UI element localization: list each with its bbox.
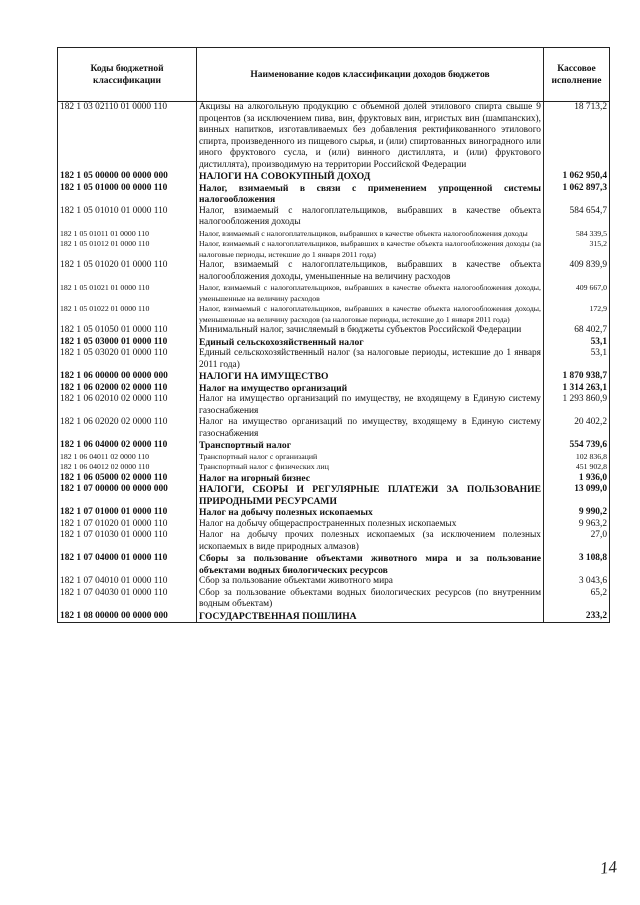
name-cell: Налог, взимаемый с налогоплательщиков, выбравших в качестве объекта налогообложения доходы, уменьшенные на величину расходов bbox=[197, 283, 544, 304]
table-row bbox=[58, 183, 610, 206]
amount-cell: 3 043,6 bbox=[544, 576, 610, 588]
name-cell: Единый сельскохозяйственный налог (за налоговые периоды, истекшие до 1 января 2011 года) bbox=[197, 348, 544, 371]
amount-cell: 584 339,5 bbox=[544, 229, 610, 240]
name-cell: НАЛОГИ, СБОРЫ И РЕГУЛЯРНЫЕ ПЛАТЕЖИ ЗА ПОЛЬЗОВАНИЕ ПРИРОДНЫМИ РЕСУРСАМИ bbox=[197, 484, 544, 507]
table-row bbox=[58, 325, 610, 337]
name-cell: Налог на имущество организаций по имуществу, входящему в Единую систему газоснабжения bbox=[197, 417, 544, 440]
amount-cell: 53,1 bbox=[544, 348, 610, 371]
name-cell: Налог, взимаемый с налогоплательщиков, выбравших в качестве объекта налогообложения доходы bbox=[197, 206, 544, 229]
code-cell: 182 1 05 01021 01 0000 110 bbox=[58, 283, 197, 304]
amount-cell: 3 108,8 bbox=[544, 553, 610, 576]
code-cell: 182 1 05 01010 01 0000 110 bbox=[58, 206, 197, 229]
amount-cell: 1 936,0 bbox=[544, 473, 610, 485]
table-row bbox=[58, 371, 610, 383]
amount-cell: 68 402,7 bbox=[544, 325, 610, 337]
amount-cell: 20 402,2 bbox=[544, 417, 610, 440]
amount-cell: 1 293 860,9 bbox=[544, 394, 610, 417]
header-amount: Кассовое исполнение bbox=[544, 48, 610, 102]
name-cell: Транспортный налог bbox=[197, 440, 544, 452]
table-row bbox=[58, 588, 610, 611]
code-cell: 182 1 05 01012 01 0000 110 bbox=[58, 239, 197, 260]
name-cell: Сборы за пользование объектами животного мира и за пользование объектами водных биологических ресурсов bbox=[197, 553, 544, 576]
table-row bbox=[58, 576, 610, 588]
amount-cell: 233,2 bbox=[544, 611, 610, 623]
code-cell: 182 1 05 03020 01 0000 110 bbox=[58, 348, 197, 371]
amount-cell: 53,1 bbox=[544, 337, 610, 349]
table-row bbox=[58, 171, 610, 183]
code-cell: 182 1 07 04030 01 0000 110 bbox=[58, 588, 197, 611]
name-cell: ГОСУДАРСТВЕННАЯ ПОШЛИНА bbox=[197, 611, 544, 623]
header-code: Коды бюджетной классификации bbox=[58, 48, 197, 102]
table-row bbox=[58, 260, 610, 283]
table-row bbox=[58, 102, 610, 172]
table-header-row bbox=[58, 48, 610, 102]
name-cell: Налог на имущество организаций bbox=[197, 383, 544, 395]
code-cell: 182 1 06 04011 02 0000 110 bbox=[58, 452, 197, 463]
amount-cell: 27,0 bbox=[544, 530, 610, 553]
amount-cell: 554 739,6 bbox=[544, 440, 610, 452]
amount-cell: 451 902,8 bbox=[544, 462, 610, 473]
name-cell: Налог, взимаемый с налогоплательщиков, выбравших в качестве объекта налогообложения доходы (за налоговые периоды, истекшие до 1 января 2011 года) bbox=[197, 239, 544, 260]
code-cell: 182 1 05 00000 00 0000 000 bbox=[58, 171, 197, 183]
name-cell: Налог на добычу прочих полезных ископаемых (за исключением полезных ископаемых в виде природных алмазов) bbox=[197, 530, 544, 553]
header-name: Наименование кодов классификации доходов бюджетов bbox=[197, 48, 544, 102]
code-cell: 182 1 06 02010 02 0000 110 bbox=[58, 394, 197, 417]
name-cell: Налог, взимаемый с налогоплательщиков, выбравших в качестве объекта налогообложения доходы bbox=[197, 229, 544, 240]
name-cell: Минимальный налог, зачисляемый в бюджеты субъектов Российской Федерации bbox=[197, 325, 544, 337]
name-cell: Транспортный налог с организаций bbox=[197, 452, 544, 463]
amount-cell: 584 654,7 bbox=[544, 206, 610, 229]
table-row bbox=[58, 452, 610, 463]
code-cell: 182 1 05 01000 00 0000 110 bbox=[58, 183, 197, 206]
name-cell: Налог на игорный бизнес bbox=[197, 473, 544, 485]
code-cell: 182 1 05 01011 01 0000 110 bbox=[58, 229, 197, 240]
name-cell: Сбор за пользование объектами животного мира bbox=[197, 576, 544, 588]
table-row bbox=[58, 304, 610, 325]
code-cell: 182 1 05 03000 01 0000 110 bbox=[58, 337, 197, 349]
table-row bbox=[58, 239, 610, 260]
name-cell: НАЛОГИ НА СОВОКУПНЫЙ ДОХОД bbox=[197, 171, 544, 183]
table-row bbox=[58, 440, 610, 452]
code-cell: 182 1 06 02000 02 0000 110 bbox=[58, 383, 197, 395]
name-cell: Налог, взимаемый с налогоплательщиков, выбравших в качестве объекта налогообложения доходы, уменьшенные на величину расходов bbox=[197, 260, 544, 283]
amount-cell: 1 314 263,1 bbox=[544, 383, 610, 395]
amount-cell: 409 839,9 bbox=[544, 260, 610, 283]
page-number: 14 bbox=[599, 857, 618, 878]
table-row bbox=[58, 507, 610, 519]
code-cell: 182 1 06 00000 00 0000 000 bbox=[58, 371, 197, 383]
name-cell: Акцизы на алкогольную продукцию с объемной долей этилового спирта свыше 9 процентов (за исключением пива, вин, фруктовых вин, игристых вин (шампанских), винных напитков, изготавливаемых без добавления ректификованного этилового спирта, произведенного из пищевого сырья, и (или) спиртованных виноградного или иного фруктового сусла, и (или) винного дистиллята, и (или) фруктового дистиллята), производимую на территории Российской Федерации bbox=[197, 102, 544, 172]
table-row bbox=[58, 519, 610, 531]
name-cell: НАЛОГИ НА ИМУЩЕСТВО bbox=[197, 371, 544, 383]
table-row bbox=[58, 473, 610, 485]
code-cell: 182 1 07 01000 01 0000 110 bbox=[58, 507, 197, 519]
table-row bbox=[58, 283, 610, 304]
amount-cell: 102 836,8 bbox=[544, 452, 610, 463]
amount-cell: 1 870 938,7 bbox=[544, 371, 610, 383]
amount-cell: 9 990,2 bbox=[544, 507, 610, 519]
name-cell: Налог на добычу общераспространенных полезных ископаемых bbox=[197, 519, 544, 531]
name-cell: Налог, взимаемый в связи с применением упрощенной системы налогообложения bbox=[197, 183, 544, 206]
budget-revenue-table bbox=[57, 47, 610, 623]
code-cell: 182 1 07 01030 01 0000 110 bbox=[58, 530, 197, 553]
table-row bbox=[58, 348, 610, 371]
name-cell: Сбор за пользование объектами водных биологических ресурсов (по внутренним водным объектам) bbox=[197, 588, 544, 611]
amount-cell: 65,2 bbox=[544, 588, 610, 611]
table-row bbox=[58, 530, 610, 553]
code-cell: 182 1 05 01022 01 0000 110 bbox=[58, 304, 197, 325]
table-row bbox=[58, 462, 610, 473]
amount-cell: 1 062 950,4 bbox=[544, 171, 610, 183]
code-cell: 182 1 06 04012 02 0000 110 bbox=[58, 462, 197, 473]
table-row bbox=[58, 611, 610, 623]
table-row bbox=[58, 229, 610, 240]
code-cell: 182 1 06 05000 02 0000 110 bbox=[58, 473, 197, 485]
code-cell: 182 1 07 01020 01 0000 110 bbox=[58, 519, 197, 531]
amount-cell: 1 062 897,3 bbox=[544, 183, 610, 206]
table-row bbox=[58, 206, 610, 229]
amount-cell: 18 713,2 bbox=[544, 102, 610, 172]
amount-cell: 13 099,0 bbox=[544, 484, 610, 507]
table-row bbox=[58, 383, 610, 395]
table-row bbox=[58, 553, 610, 576]
code-cell: 182 1 06 04000 02 0000 110 bbox=[58, 440, 197, 452]
name-cell: Налог на имущество организаций по имуществу, не входящему в Единую систему газоснабжения bbox=[197, 394, 544, 417]
code-cell: 182 1 07 00000 00 0000 000 bbox=[58, 484, 197, 507]
code-cell: 182 1 03 02110 01 0000 110 bbox=[58, 102, 197, 172]
name-cell: Налог на добычу полезных ископаемых bbox=[197, 507, 544, 519]
table-row bbox=[58, 484, 610, 507]
table-row bbox=[58, 417, 610, 440]
code-cell: 182 1 07 04000 01 0000 110 bbox=[58, 553, 197, 576]
code-cell: 182 1 08 00000 00 0000 000 bbox=[58, 611, 197, 623]
table-row bbox=[58, 337, 610, 349]
code-cell: 182 1 05 01020 01 0000 110 bbox=[58, 260, 197, 283]
amount-cell: 172,9 bbox=[544, 304, 610, 325]
code-cell: 182 1 07 04010 01 0000 110 bbox=[58, 576, 197, 588]
amount-cell: 409 667,0 bbox=[544, 283, 610, 304]
amount-cell: 9 963,2 bbox=[544, 519, 610, 531]
code-cell: 182 1 06 02020 02 0000 110 bbox=[58, 417, 197, 440]
amount-cell: 315,2 bbox=[544, 239, 610, 260]
name-cell: Налог, взимаемый с налогоплательщиков, выбравших в качестве объекта налогообложения доходы, уменьшенные на величину расходов (за налоговые периоды, истекшие до 1 января 2011 года) bbox=[197, 304, 544, 325]
table-row bbox=[58, 394, 610, 417]
name-cell: Транспортный налог с физических лиц bbox=[197, 462, 544, 473]
code-cell: 182 1 05 01050 01 0000 110 bbox=[58, 325, 197, 337]
name-cell: Единый сельскохозяйственный налог bbox=[197, 337, 544, 349]
